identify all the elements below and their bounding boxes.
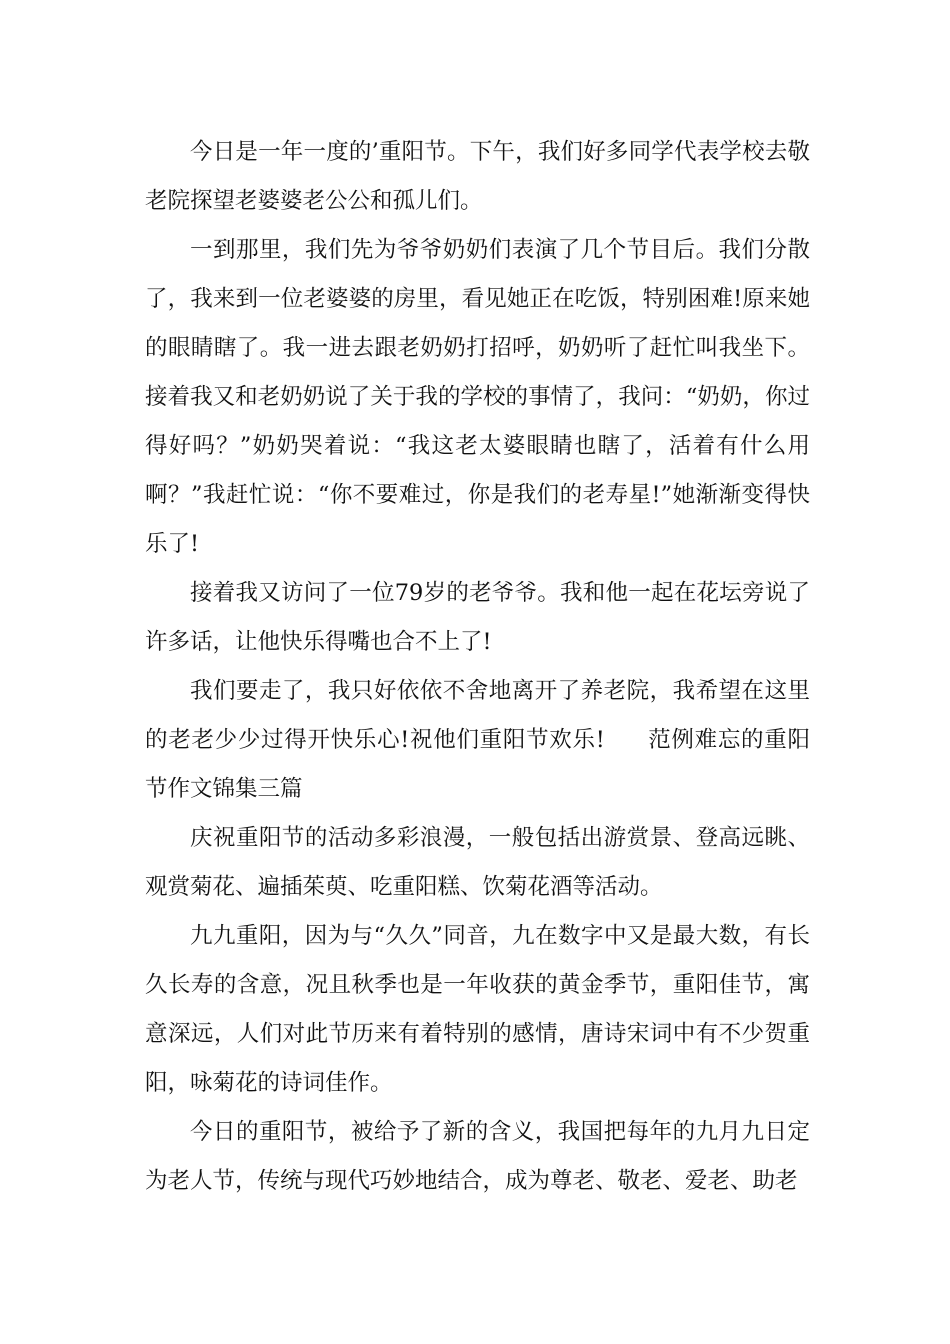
paragraph-3: 接着我又访问了一位79岁的老爷爷。我和他一起在花坛旁说了许多话，让他快乐得嘴也合不上了!: [145, 580, 810, 655]
paragraph-1: 今日是一年一度的’重阳节。下午，我们好多同学代表学校去敬老院探望老婆婆老公公和孤儿们。: [145, 139, 810, 214]
paragraph-2: 一到那里，我们先为爷爷奶奶们表演了几个节目后。我们分散了，我来到一位老婆婆的房里，看见她正在吃饭，特别困难!原来她的眼睛瞎了。我一进去跟老奶奶打招呼，奶奶听了赶忙叫我坐下。接着我又和老奶奶说了关于我的学校的事情了，我问：“奶奶，你过得好吗？”奶奶哭着说：“我这老太婆眼睛也瞎了，活着有什么用啊？”我赶忙说：“你不要难过，你是我们的老寿星!”她渐渐变得快乐了!: [145, 237, 810, 557]
paragraph-5: 庆祝重阳节的活动多彩浪漫，一般包括出游赏景、登高远眺、观赏菊花、遍插茱萸、吃重阳糕、饮菊花酒等活动。: [145, 825, 810, 900]
paragraph-4: [145, 667, 810, 814]
paragraph-6: 九九重阳，因为与“久久”同音，九在数字中又是最大数，有长久长寿的含意，况且秋季也是一年收获的黄金季节，重阳佳节，寓意深远，人们对此节历来有着特别的感情，唐诗宋词中有不少贺重阳，咏菊花的诗词佳作。: [145, 923, 810, 1096]
paragraph-4-text: 我们要走了，我只好依依不舍地离开了养老院，我希望在这里的老老少少过得开快乐心!祝他们重阳节欢乐!: [145, 678, 810, 753]
section-title: 范例难忘的重阳节作文锦集三篇: [145, 727, 810, 802]
paragraph-7: 今日的重阳节，被给予了新的含义，我国把每年的九月九日定为老人节，传统与现代巧妙地结合，成为尊老、敬老、爱老、助老: [145, 1119, 810, 1194]
document-body: [145, 128, 810, 1206]
